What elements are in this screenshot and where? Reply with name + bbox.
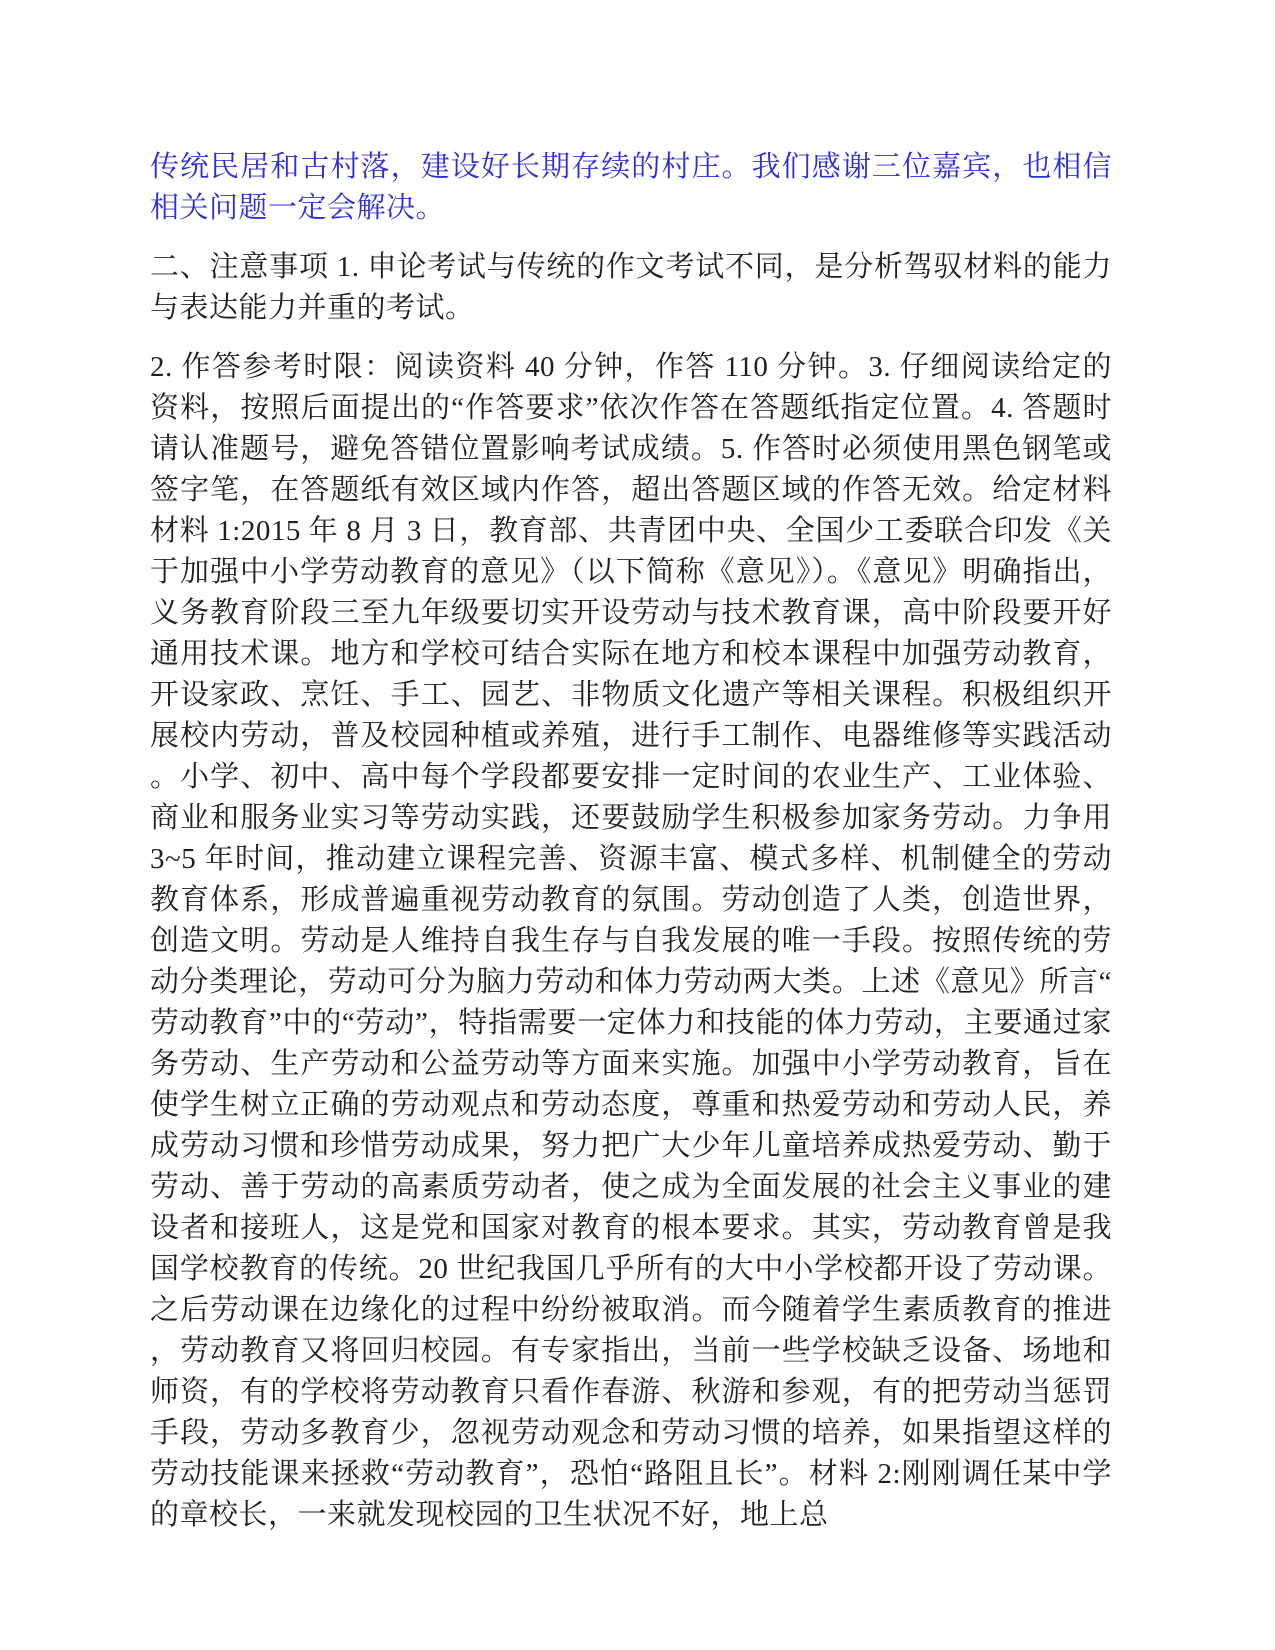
paragraph-section-notes-heading: 二、注意事项 1. 申论考试与传统的作文考试不同，是分析驾驭材料的能力与表达能力并重的考试。	[150, 251, 1112, 324]
paragraph-highlighted-intro: 传统民居和古村落，建设好长期存续的村庄。我们感谢三位嘉宾，也相信相关问题一定会解决。	[150, 151, 1112, 224]
document-page	[150, 147, 1112, 1554]
paragraph-notes-and-materials-body: 2. 作答参考时限：阅读资料 40 分钟，作答 110 分钟。3. 仔细阅读给定的资料，按照后面提出的“作答要求”依次作答在答题纸指定位置。4. 答题时请认准题号，避免答错位置影响考试成绩。5. 作答时必须使用黑色钢笔或签字笔，在答题纸有效区域内作答，超出答题区域的作答无效。给定材料材料 1:2015 年 8 月 3 日，教育部、共青团中央、全国少工委联合印发《关于加强中小学劳动教育的意见》（以下简称《意见》）。《意见》明确指出，义务教育阶段三至九年级要切实开设劳动与技术教育课，高中阶段要开好通用技术课。地方和学校可结合实际在地方和校本课程中加强劳动教育，开设家政、烹饪、手工、园艺、非物质文化遗产等相关课程。积极组织开展校内劳动，普及校园种植或养殖，进行手工制作、电器维修等实践活动。小学、初中、高中每个学段都要安排一定时间的农业生产、工业体验、商业和服务业实习等劳动实践，还要鼓励学生积极参加家务劳动。力争用 3~5 年时间，推动建立课程完善、资源丰富、模式多样、机制健全的劳动教育体系，形成普遍重视劳动教育的氛围。劳动创造了人类，创造世界，创造文明。劳动是人维持自我生存与自我发展的唯一手段。按照传统的劳动分类理论，劳动可分为脑力劳动和体力劳动两大类。上述《意见》所言“劳动教育”中的“劳动”，特指需要一定体力和技能的体力劳动，主要通过家务劳动、生产劳动和公益劳动等方面来实施。加强中小学劳动教育，旨在使学生树立正确的劳动观点和劳动态度，尊重和热爱劳动和劳动人民，养成劳动习惯和珍惜劳动成果，努力把广大少年儿童培养成热爱劳动、勤于劳动、善于劳动的高素质劳动者，使之成为全面发展的社会主义事业的建设者和接班人，这是党和国家对教育的根本要求。其实，劳动教育曾是我国学校教育的传统。20 世纪我国几乎所有的大中小学校都开设了劳动课。之后劳动课在边缘化的过程中纷纷被取消。而今随着学生素质教育的推进，劳动教育又将回归校园。有专家指出，当前一些学校缺乏设备、场地和师资，有的学校将劳动教育只看作春游、秋游和参观，有的把劳动当惩罚手段，劳动多教育少，忽视劳动观念和劳动习惯的培养，如果指望这样的劳动技能课来拯救“劳动教育”，恐怕“路阻且长”。材料 2:刚刚调任某中学的章校长，一来就发现校园的卫生状况不好，地上总	[150, 351, 1112, 1531]
